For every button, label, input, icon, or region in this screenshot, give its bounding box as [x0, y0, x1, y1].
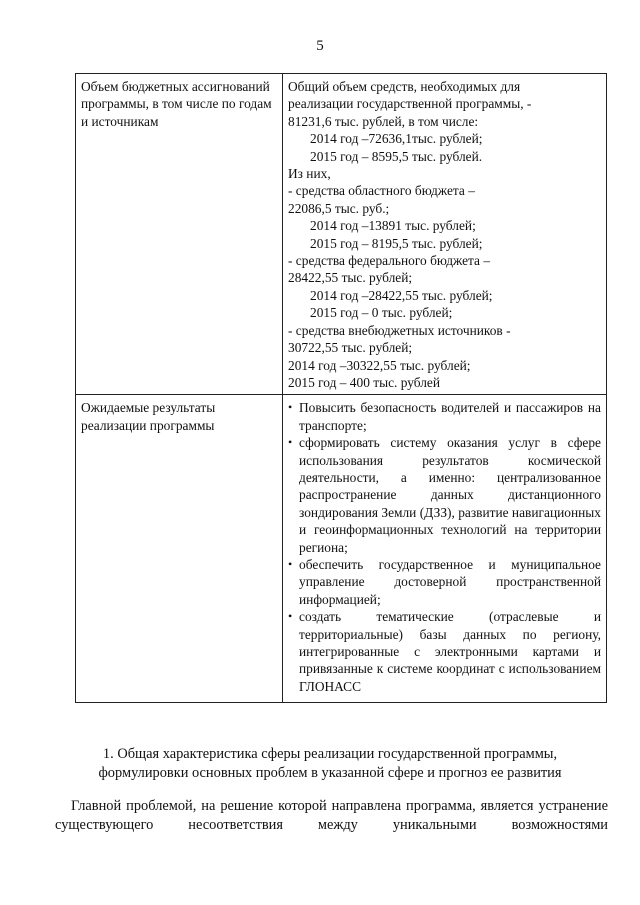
section-heading [60, 745, 600, 783]
results-details [283, 395, 607, 703]
budget-line: 2014 год –13891 тыс. рублей; [310, 218, 476, 234]
program-passport-table [75, 73, 607, 703]
result-bullet: • Повысить безопасность водителей и пассажиров на транспорте; [288, 399, 601, 434]
budget-line: реализации государственной программы, - [288, 96, 532, 112]
body-paragraph: Главной проблемой, на решение которой направлена программа, является устранение существующего несоответствия между уникальными возможностями [55, 798, 608, 833]
result-bullet: • обеспечить государственное и муниципальное управление достоверной пространственной информацией; [288, 556, 601, 608]
budget-line: - средства федерального бюджета – [288, 253, 491, 269]
budget-line: 2014 год –28422,55 тыс. рублей; [310, 287, 493, 303]
page-number: 5 [316, 38, 324, 54]
section-heading-line-1: 1. Общая характеристика сферы реализации государственной программы, [102, 746, 558, 762]
budget-line: - средства областного бюджета – [288, 183, 475, 199]
budget-details [283, 74, 607, 395]
section-heading-line-2: формулировки основных проблем в указанной сфере и прогноз ее развития [98, 765, 562, 781]
result-bullet: • создать тематические (отраслевые и территориальные) базы данных по региону, интегрированные с электронными картами и привязанные к системе координат с использованием ГЛОНАСС [288, 608, 601, 695]
budget-line: 81231,6 тыс. рублей, в том числе: [288, 113, 479, 129]
budget-line: 28422,55 тыс. рублей; [288, 270, 413, 286]
budget-line: 2015 год – 8195,5 тыс. рублей; [310, 235, 483, 251]
table-row-budget [76, 74, 607, 395]
budget-label: Объем бюджетных ассигнований программы, в том числе по годам и источникам [76, 74, 283, 395]
budget-line: - средства внебюджетных источников - [288, 322, 511, 338]
results-list [288, 399, 601, 695]
budget-line: Из них, [288, 166, 331, 182]
budget-line: 30722,55 тыс. рублей; [288, 340, 413, 356]
table-row-results [76, 395, 607, 703]
budget-line: 22086,5 тыс. руб.; [288, 200, 390, 216]
budget-line: 2015 год – 8595,5 тыс. рублей. [310, 148, 483, 164]
budget-line: 2015 год – 0 тыс. рублей; [310, 305, 453, 321]
budget-line: Общий объем средств, необходимых для [288, 79, 521, 94]
results-label: Ожидаемые результаты реализации программы [76, 395, 283, 703]
budget-line: 2015 год – 400 тыс. рублей [288, 374, 441, 390]
result-bullet: • сформировать систему оказания услуг в сфере использования результатов космической деятельности, а именно: централизованное распространение данных дистанционного зондирования Земли (ДЗЗ), развитие навигационных и геоинформационных технологий на территории региона; [288, 434, 601, 556]
budget-line: 2014 год –30322,55 тыс. рублей; [288, 357, 471, 373]
budget-line: 2014 год –72636,1тыс. рублей; [310, 131, 483, 147]
